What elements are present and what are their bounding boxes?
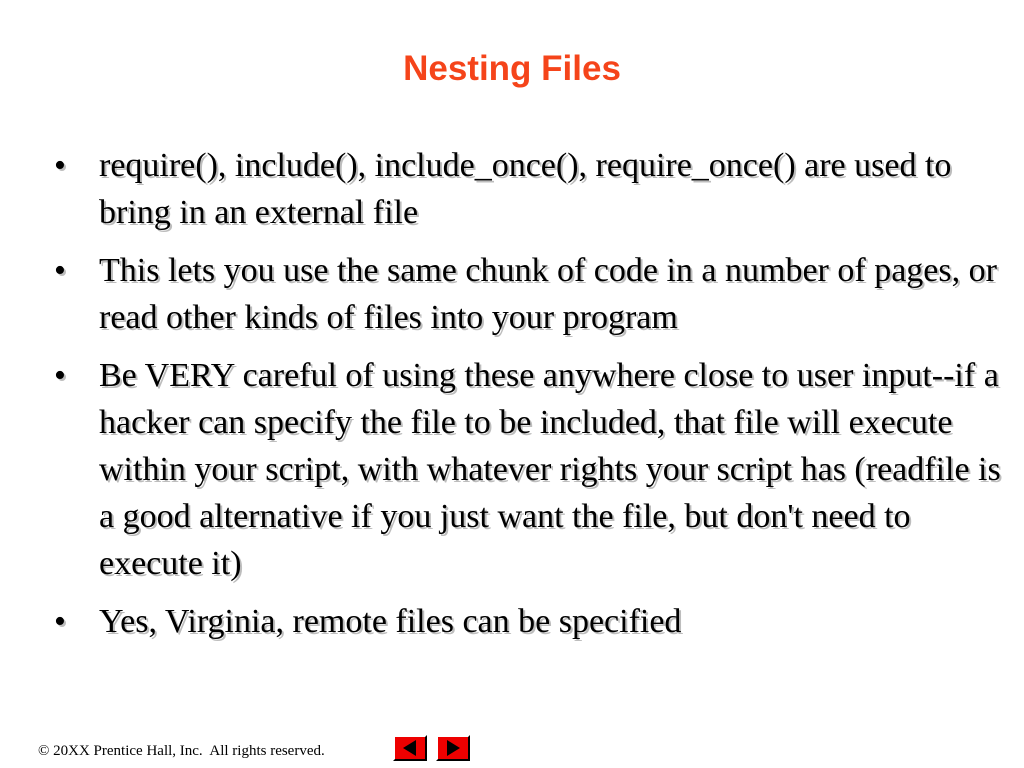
- previous-slide-button[interactable]: [393, 735, 427, 761]
- bullet-text: Yes, Virginia, remote files can be specified: [99, 603, 682, 640]
- bullet-item: [50, 142, 1010, 236]
- slide-title: Nesting Files: [403, 49, 621, 88]
- bullet-marker: •: [54, 147, 66, 184]
- bullet-item: [50, 598, 1010, 645]
- next-arrow-icon: [438, 737, 468, 759]
- previous-arrow-icon: [395, 737, 425, 759]
- bullet-list: [50, 142, 1010, 656]
- next-slide-button[interactable]: [436, 735, 470, 761]
- bullet-text: This lets you use the same chunk of code in a number of pages, or read other kinds of files into your program: [99, 252, 997, 336]
- bullet-text: require(), include(), include_once(), require_once() are used to bring in an external file: [99, 147, 952, 231]
- bullet-item: [50, 247, 1010, 341]
- bullet-text: Be VERY careful of using these anywhere close to user input--if a hacker can specify the file to be included, that file will execute within your script, with whatever rights your script has (readfile is a good alternative if you just want the file, but don't need to execute it): [99, 357, 1001, 582]
- bullet-item: [50, 352, 1010, 587]
- bullet-marker: •: [54, 252, 66, 289]
- bullet-marker: •: [54, 357, 66, 394]
- copyright-footer: © 20XX Prentice Hall, Inc. All rights reserved.: [38, 743, 325, 759]
- bullet-marker: •: [54, 603, 66, 640]
